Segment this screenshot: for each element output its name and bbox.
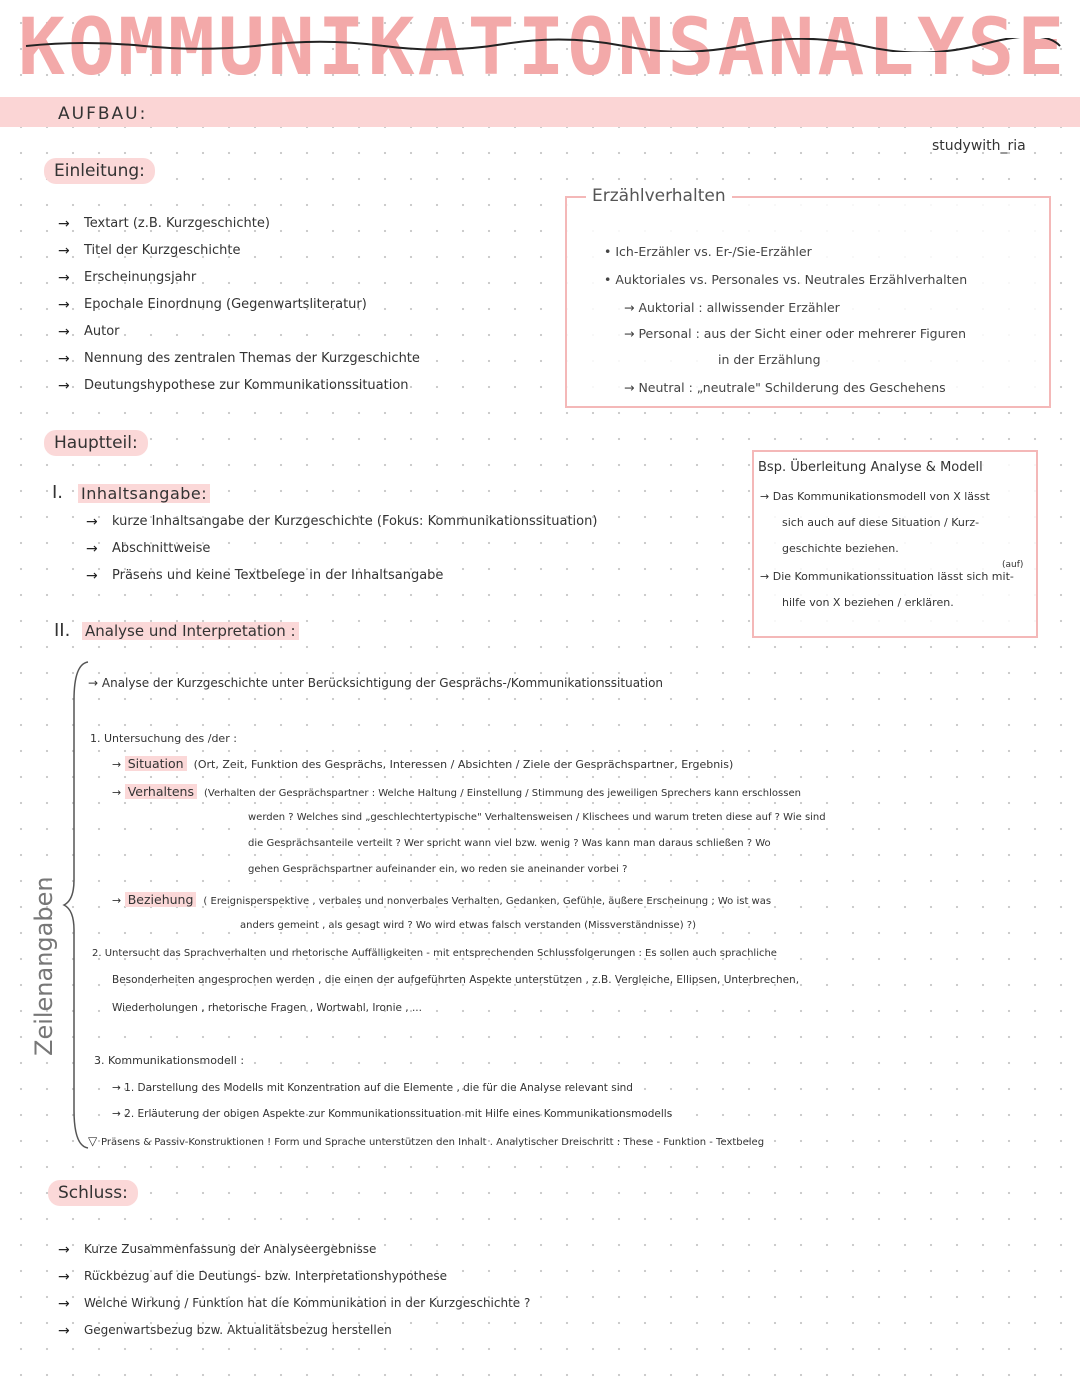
u1-heading: 1. Untersuchung des /der : — [90, 732, 237, 745]
beziehung-line: anders gemeint , als gesagt wird ? Wo wird etwas falsch verstanden (Missverständnisse) ?) — [240, 920, 696, 931]
header-band — [0, 97, 1080, 127]
arrow-icon: → — [58, 378, 70, 394]
hint-line: ▽ Präsens & Passiv-Konstruktionen ! Form und Sprache unterstützen den Inhalt . Analytischer Dreischritt : These - Funktion - Textbeleg — [88, 1134, 765, 1148]
arrow-icon: → — [112, 786, 125, 799]
analyse-heading: Analyse und Interpretation : — [82, 622, 299, 640]
erzaehl-line: • Auktoriales vs. Personales vs. Neutrales Erzählverhalten — [604, 272, 968, 287]
arrow-icon: → — [58, 1269, 70, 1285]
arrow-icon: → — [86, 541, 98, 557]
arrow-icon: → — [112, 1108, 125, 1120]
arrow-icon: → — [760, 570, 773, 583]
erzaehl-line: • Ich-Erzähler vs. Er-/Sie-Erzähler — [604, 244, 812, 259]
list-item: → Deutungshypothese zur Kommunikationssituation — [58, 378, 409, 394]
erzaehl-line: in der Erzählung — [718, 352, 821, 367]
list-item: → Abschnittweise — [86, 541, 211, 557]
verhalten-line: werden ? Welches sind „geschlechtertypische" Verhaltensweisen / Klischees und warum treten diese auf ? Wie sind — [248, 812, 826, 823]
u3-item: → 1. Darstellung des Modells mit Konzentration auf die Elemente , die für die Analyse relevant sind — [112, 1082, 633, 1094]
arrow-icon: → — [86, 514, 98, 530]
arrow-icon: → — [58, 243, 70, 259]
analyse-number: II. — [54, 620, 71, 641]
bsp-line: → Die Kommunikationssituation lässt sich mit- — [760, 570, 1014, 583]
author-handle: studywith_ria — [932, 138, 1026, 154]
verhalten-line: → Verhaltens (Verhalten der Gesprächspartner : Welche Haltung / Einstellung / Stimmung des jeweiligen Sprechers kann erschlossen — [112, 784, 801, 799]
u2-line: 2. Untersucht das Sprachverhalten und rhetorische Auffälligkeiten - mit entsprechenden Schlussfolgerungen : Es sollen auch sprachliche — [92, 948, 777, 959]
verhalten-line: die Gesprächsanteile verteilt ? Wer spricht wann viel bzw. wenig ? Was kann man daraus schließen ? Wo — [248, 838, 771, 849]
u2-line: Besonderheiten angesprochen werden , die einen der aufgeführten Aspekte unterstützen , z.B. Vergleiche, Ellipsen, Unterbrechen, — [112, 974, 800, 986]
list-item: → kurze Inhaltsangabe der Kurzgeschichte (Fokus: Kommunikationssituation) — [86, 514, 598, 530]
arrow-icon: → — [58, 216, 70, 232]
erzaehl-line: → Auktorial : allwissender Erzähler — [624, 300, 840, 315]
erzaehlverhalten-heading: Erzählverhalten — [586, 186, 732, 206]
arrow-icon: → — [760, 490, 773, 503]
list-item: → Titel der Kurzgeschichte — [58, 243, 241, 259]
list-item: → Autor — [58, 324, 120, 340]
arrow-icon: → — [624, 326, 639, 341]
aufbau-label: AUFBAU: — [58, 104, 148, 124]
list-item: → Epochale Einordnung (Gegenwartsliteratur) — [58, 297, 367, 313]
list-item: → Welche Wirkung / Funktion hat die Kommunikation in der Kurzgeschichte ? — [58, 1296, 531, 1312]
zeilenangaben-label: Zeilenangaben — [30, 876, 58, 1056]
hauptteil-heading: Hauptteil: — [44, 430, 148, 456]
list-item: → Nennung des zentralen Themas der Kurzgeschichte — [58, 351, 420, 367]
bsp-line: sich auch auf diese Situation / Kurz- — [782, 516, 980, 529]
inhalt-list — [86, 514, 597, 595]
erzaehl-line: → Personal : aus der Sicht einer oder mehrerer Figuren — [624, 326, 967, 341]
arrow-icon: → — [112, 894, 125, 907]
list-item: → Präsens und keine Textbelege in der Inhaltsangabe — [86, 568, 444, 584]
arrow-icon: → — [58, 270, 70, 286]
beziehung-line: → Beziehung ( Ereignisperspektive , verbales und nonverbales Verhalten, Gedanken, Gefühle, äußere Erscheinung ; Wo ist was — [112, 892, 772, 907]
u2-line: Wiederholungen , rhetorische Fragen , Wortwahl, Ironie , ... — [112, 1002, 422, 1014]
list-item: → Gegenwartsbezug bzw. Aktualitätsbezug herstellen — [58, 1323, 392, 1339]
situation-line: → Situation (Ort, Zeit, Funktion des Gesprächs, Interessen / Absichten / Ziele der Gesprächspartner, Ergebnis) — [112, 756, 734, 771]
arrow-icon: → — [58, 351, 70, 367]
list-item: → Erscheinungsjahr — [58, 270, 197, 286]
list-item: → Textart (z.B. Kurzgeschichte) — [58, 216, 270, 232]
einleitung-heading: Einleitung: — [44, 158, 155, 184]
arrow-icon: → — [624, 380, 639, 395]
arrow-icon: → — [58, 1296, 70, 1312]
u3-heading: 3. Kommunikationsmodell : — [94, 1054, 245, 1067]
warning-icon: ▽ — [88, 1134, 102, 1148]
bsp-line: geschichte beziehen. — [782, 542, 899, 555]
schluss-list — [58, 1242, 530, 1350]
schluss-heading: Schluss: — [48, 1180, 138, 1206]
bsp-line: (auf) — [1002, 560, 1024, 570]
arrow-icon: → — [112, 1082, 125, 1094]
arrow-icon: → — [86, 568, 98, 584]
inhalt-heading: Inhaltsangabe: — [78, 484, 210, 503]
verhalten-line: gehen Gesprächspartner aufeinander ein, wo reden sie aneinander vorbei ? — [248, 864, 628, 875]
arrow-icon: → — [58, 1323, 70, 1339]
bsp-line: hilfe von X beziehen / erklären. — [782, 596, 954, 609]
arrow-icon: → — [112, 758, 125, 771]
bsp-line: → Das Kommunikationsmodell von X lässt — [760, 490, 990, 503]
list-item: → Kurze Zusammenfassung der Analyseergebnisse — [58, 1242, 377, 1258]
list-item: → Rückbezug auf die Deutungs- bzw. Interpretationshypothese — [58, 1269, 447, 1285]
einleitung-list — [58, 216, 420, 405]
arrow-icon: → — [88, 676, 102, 690]
arrow-icon: → — [58, 1242, 70, 1258]
u3-item: → 2. Erläuterung der obigen Aspekte zur Kommunikationssituation mit Hilfe eines Kommunikationsmodells — [112, 1108, 673, 1120]
arrow-icon: → — [624, 300, 639, 315]
inhalt-number: I. — [52, 482, 64, 503]
analyse-intro: → Analyse der Kurzgeschichte unter Berücksichtigung der Gesprächs-/Kommunikationssituation — [88, 676, 664, 690]
arrow-icon: → — [58, 297, 70, 313]
arrow-icon: → — [58, 324, 70, 340]
handwritten-strike-decoration — [24, 38, 1064, 52]
bsp-heading: Bsp. Überleitung Analyse & Modell — [758, 460, 983, 475]
page-title: KOMMUNIKATIONSANALYSE — [18, 3, 1068, 93]
erzaehl-line: → Neutral : „neutrale" Schilderung des Geschehens — [624, 380, 946, 395]
